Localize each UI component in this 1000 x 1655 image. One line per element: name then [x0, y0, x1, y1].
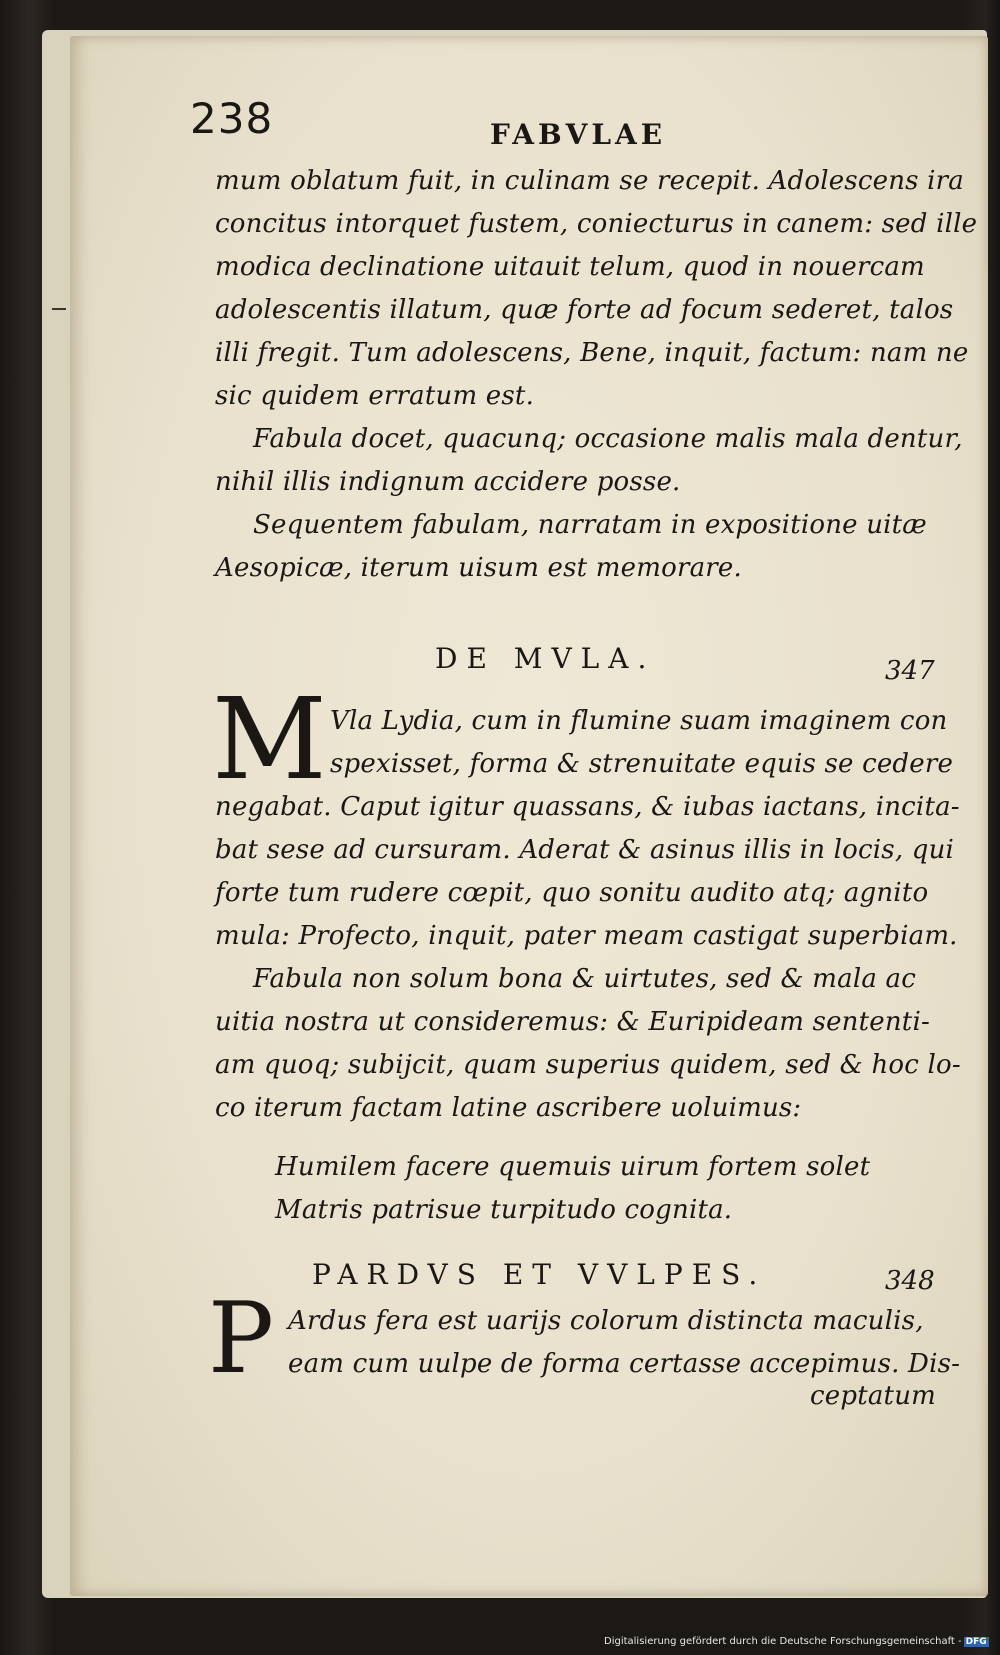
- text-line: adolescentis illatum, quæ forte ad focum sederet, talos: [215, 295, 954, 325]
- text-line: forte tum rudere cœpit, quo sonitu audito atq; agnito: [215, 878, 929, 908]
- text-line: bat sese ad cursuram. Aderat & asinus illis in locis, qui: [215, 835, 955, 865]
- text-line: mula: Profecto, inquit, pater meam castigat superbiam.: [215, 921, 958, 951]
- verse-line: Matris patrisue turpitudo cognita.: [275, 1195, 733, 1225]
- page-number: 238: [190, 94, 274, 143]
- section-continuation: [215, 160, 978, 590]
- margin-mark: [52, 308, 66, 310]
- catchword: ceptatum: [810, 1381, 936, 1411]
- text-line: Fabula docet, quacunq; occasione malis mala dentur,: [253, 424, 963, 454]
- fable-title: DE MVLA.: [435, 642, 656, 675]
- text-line: Fabula non solum bona & uirtutes, sed & mala ac: [253, 964, 916, 994]
- text-line: spexisset, forma & strenuitate equis se cedere: [330, 749, 954, 779]
- fable-title: PARDVS ET VVLPES.: [312, 1258, 767, 1291]
- text-line: Sequentem fabulam, narratam in expositione uitæ: [253, 510, 927, 540]
- text-line: concitus intorquet fustem, coniecturus in canem: sed ille: [215, 209, 978, 239]
- running-head: FABVLAE: [490, 118, 667, 151]
- verse-line: Humilem facere quemuis uirum fortem solet: [275, 1152, 871, 1182]
- dfg-logo: DFG: [965, 1637, 987, 1647]
- digitization-credit: [604, 1636, 989, 1647]
- text-line: Aesopicæ, iterum uisum est memorare.: [215, 553, 742, 583]
- fable-number: 347: [885, 656, 935, 686]
- fable-text-beside-dropcap: [288, 1300, 961, 1386]
- verse-quote: [275, 1146, 925, 1232]
- text-line: modica declinatione uitauit telum, quod in nouercam: [215, 252, 925, 282]
- credit-text: Digitalisierung gefördert durch die Deutsche Forschungsgemeinschaft -: [604, 1636, 962, 1647]
- drop-cap: M: [212, 675, 327, 805]
- fable-text: [215, 786, 961, 1130]
- text-line: Vla Lydia, cum in flumine suam imaginem con: [330, 706, 948, 736]
- fable-number: 348: [885, 1266, 935, 1296]
- text-line: uitia nostra ut consideremus: & Euripideam sententi-: [215, 1007, 930, 1037]
- fable-text-beside-dropcap: [330, 700, 954, 786]
- text-line: illi fregit. Tum adolescens, Bene, inquit, factum: nam ne: [215, 338, 969, 368]
- text-line: mum oblatum fuit, in culinam se recepit. Adolescens ira: [215, 166, 964, 196]
- text-line: co iterum factam latine ascribere uoluimus:: [215, 1093, 802, 1123]
- drop-cap: P: [208, 1282, 274, 1396]
- text-line: am quoq; subijcit, quam superius quidem, sed & hoc lo-: [215, 1050, 961, 1080]
- text-line: sic quidem erratum est.: [215, 381, 535, 411]
- text-line: nihil illis indignum accidere posse.: [215, 467, 681, 497]
- text-line: eam cum uulpe de forma certasse accepimus. Dis-: [288, 1349, 961, 1379]
- text-line: negabat. Caput igitur quassans, & iubas iactans, incita-: [215, 792, 960, 822]
- text-line: Ardus fera est uarijs colorum distincta maculis,: [288, 1306, 924, 1336]
